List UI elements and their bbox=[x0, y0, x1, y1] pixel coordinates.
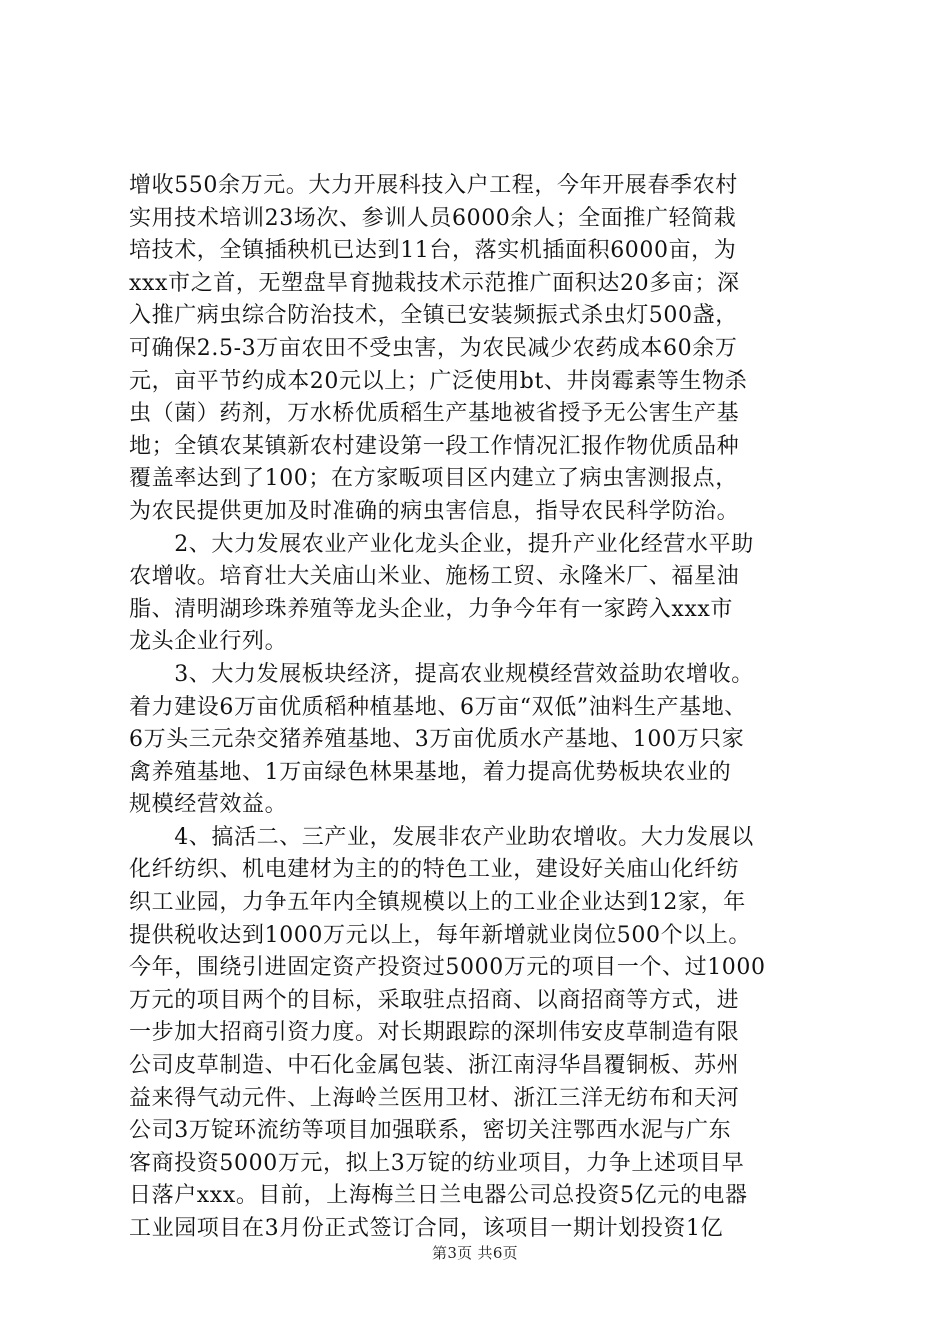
text-line: 农增收。培育壮大关庙山米业、施杨工贸、永隆米厂、福星油 bbox=[129, 564, 740, 590]
text-line: 织工业园，力争五年内全镇规模以上的工业企业达到12家，年 bbox=[129, 890, 746, 916]
text-line: 可确保2.5-3万亩农田不受虫害，为农民减少农药成本60余万 bbox=[129, 335, 738, 361]
text-line: xxx市之首，无塑盘旱育抛栽技术示范推广面积达20多亩；深 bbox=[129, 270, 740, 296]
text-line: 为农民提供更加及时准确的病虫害信息，指导农民科学防治。 bbox=[129, 498, 740, 524]
text-line: 规模经营效益。 bbox=[129, 792, 288, 818]
text-line: 2、大力发展农业产业化龙头企业，提升产业化经营水平助 bbox=[129, 531, 754, 557]
text-line: 元，亩平节约成本20元以上；广泛使用bt、井岗霉素等生物杀 bbox=[129, 368, 748, 394]
text-line: 工业园项目在3月份正式签订合同，该项目一期计划投资1亿 bbox=[129, 1216, 724, 1241]
text-line: 客商投资5000万元，拟上3万锭的纺业项目，力争上述项目早 bbox=[129, 1150, 745, 1176]
text-line: 今年，围绕引进固定资产投资过5000万元的项目一个、过1000 bbox=[129, 955, 766, 981]
text-line: 地；全镇农某镇新农村建设第一段工作情况汇报作物优质品种 bbox=[129, 433, 740, 459]
text-line: 禽养殖基地、1万亩绿色林果基地，着力提高优势板块农业的 bbox=[129, 759, 732, 785]
text-line: 化纤纺织、机电建材为主的的特色工业，建设好关庙山化纤纺 bbox=[129, 857, 740, 883]
text-line: 覆盖率达到了100；在方家畈项目区内建立了病虫害测报点， bbox=[129, 466, 738, 492]
text-line: 3、大力发展板块经济，提高农业规模经营效益助农增收。 bbox=[129, 661, 754, 687]
text-line: 公司3万锭环流纺等项目加强联系，密切关注鄂西水泥与广东 bbox=[129, 1118, 732, 1144]
text-line: 增收550余万元。大力开展科技入户工程，今年开展春季农村 bbox=[129, 173, 738, 198]
text-line: 龙头企业行列。 bbox=[129, 629, 288, 655]
body-text bbox=[129, 170, 829, 1246]
text-line: 脂、清明湖珍珠养殖等龙头企业，力争今年有一家跨入xxx市 bbox=[129, 596, 734, 622]
text-line: 6万头三元杂交猪养殖基地、3万亩优质水产基地、100万只家 bbox=[129, 727, 745, 753]
text-line: 虫（菌）药剂，万水桥优质稻生产基地被省授予无公害生产基 bbox=[129, 401, 740, 427]
text-line: 着力建设6万亩优质稻种植基地、6万亩“双低”油料生产基地、 bbox=[129, 694, 747, 720]
text-line: 日落户xxx。目前，上海梅兰日兰电器公司总投资5亿元的电器 bbox=[129, 1183, 748, 1209]
text-line: 入推广病虫综合防治技术，全镇已安装频振式杀虫灯500盏， bbox=[129, 303, 738, 329]
text-line: 益来得气动元件、上海岭兰医用卫材、浙江三洋无纺布和天河 bbox=[129, 1085, 740, 1111]
text-line: 4、搞活二、三产业，发展非农产业助农增收。大力发展以 bbox=[129, 824, 754, 850]
text-line: 提供税收达到1000万元以上，每年新增就业岗位500个以上。 bbox=[129, 922, 751, 948]
text-line: 实用技术培训23场次、参训人员6000余人；全面推广轻简栽 bbox=[129, 205, 737, 231]
page-footer: 第3页 共6页 bbox=[432, 1244, 518, 1262]
text-line: 一步加大招商引资力度。对长期跟踪的深圳伟安皮草制造有限 bbox=[129, 1020, 740, 1046]
text-line: 公司皮草制造、中石化金属包装、浙江南浔华昌覆铜板、苏州 bbox=[129, 1053, 740, 1079]
text-line: 万元的项目两个的目标，采取驻点招商、以商招商等方式，进 bbox=[129, 987, 740, 1013]
text-line: 培技术，全镇插秧机已达到11台，落实机插面积6000亩，为 bbox=[129, 238, 737, 264]
